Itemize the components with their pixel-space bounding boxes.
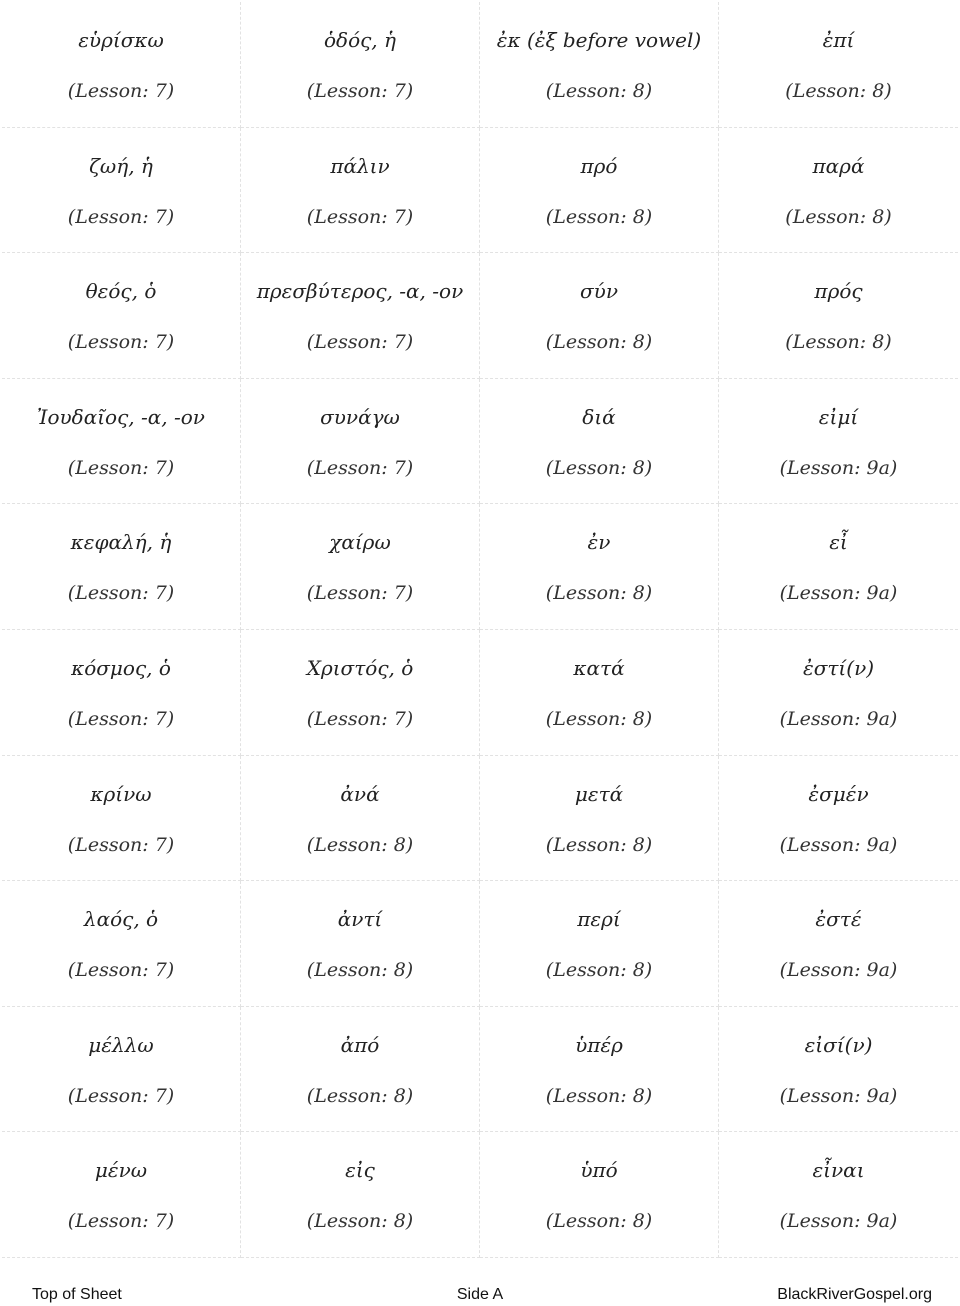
flashcard-lesson: (Lesson: 8)	[545, 80, 653, 102]
flashcard-word: λαός, ὁ	[83, 907, 159, 932]
flashcard-word: πρεσβύτερος, -α, -ον	[256, 279, 464, 304]
flashcard-word: ὑπό	[580, 1158, 618, 1183]
flashcard	[2, 756, 241, 882]
flashcard	[241, 379, 480, 505]
flashcard-lesson: (Lesson: 9a)	[779, 582, 898, 605]
flashcard	[719, 1132, 958, 1258]
flashcard-lesson: (Lesson: 9a)	[779, 707, 898, 730]
flashcard-word: ἐπί	[822, 28, 855, 52]
flashcard	[480, 881, 719, 1007]
flashcard-word: εἰς	[345, 1158, 375, 1183]
flashcard-word: εἶ	[829, 530, 848, 555]
flashcard-word: κόσμος, ὁ	[71, 655, 171, 680]
flashcard-lesson: (Lesson: 9a)	[779, 1084, 898, 1107]
flashcard-word: παρά	[812, 153, 865, 178]
flashcard	[719, 128, 958, 254]
flashcard	[719, 881, 958, 1007]
flashcard	[2, 630, 241, 756]
flashcard	[2, 881, 241, 1007]
flashcard	[719, 504, 958, 630]
flashcard	[480, 504, 719, 630]
flashcard-word: πρό	[580, 153, 618, 178]
flashcard-lesson: (Lesson: 8)	[785, 331, 892, 354]
flashcard	[241, 1132, 480, 1258]
flashcard-word: χαίρω	[329, 530, 391, 555]
flashcard	[719, 253, 958, 379]
flashcard	[241, 630, 480, 756]
flashcard-word: ἐστί(ν)	[802, 655, 875, 680]
flashcard-word: ζωή, ἡ	[89, 153, 153, 178]
sheet-footer	[0, 1284, 960, 1306]
flashcard	[480, 379, 719, 505]
flashcard	[2, 128, 241, 254]
flashcard-lesson: (Lesson: 8)	[545, 833, 653, 856]
flashcard	[719, 379, 958, 505]
flashcard-lesson: (Lesson: 7)	[306, 707, 414, 730]
flashcard-word: ἀνά	[340, 781, 380, 806]
flashcard	[2, 2, 241, 128]
flashcard	[241, 504, 480, 630]
flashcard-lesson: (Lesson: 7)	[67, 205, 175, 228]
flashcard-word: εἶναι	[812, 1158, 865, 1183]
flashcard	[480, 253, 719, 379]
flashcard-word: Ἰουδαῖος, -α, -ον	[37, 404, 205, 429]
flashcard-lesson: (Lesson: 7)	[67, 331, 175, 354]
flashcard-lesson: (Lesson: 7)	[67, 959, 175, 982]
flashcard-word: διά	[582, 404, 616, 429]
flashcard-lesson: (Lesson: 8)	[545, 331, 653, 354]
flashcard	[241, 881, 480, 1007]
flashcard-lesson: (Lesson: 7)	[306, 80, 414, 102]
flashcard-sheet	[2, 2, 958, 1258]
flashcard-word: ὁδός, ἡ	[323, 28, 397, 52]
flashcard-word: ἐσμέν	[808, 781, 869, 806]
flashcard	[480, 1007, 719, 1133]
flashcard-word: εἰσί(ν)	[804, 1032, 873, 1057]
flashcard-lesson: (Lesson: 8)	[545, 959, 653, 982]
flashcard-lesson: (Lesson: 7)	[67, 1084, 175, 1107]
flashcard	[480, 630, 719, 756]
footer-side-label: Side A	[456, 1286, 504, 1303]
flashcard-lesson: (Lesson: 8)	[306, 959, 414, 982]
flashcard-lesson: (Lesson: 8)	[306, 1084, 414, 1107]
flashcard	[2, 253, 241, 379]
flashcard-word: συνάγω	[320, 404, 400, 429]
flashcard-word: Χριστός, ὁ	[306, 655, 414, 680]
flashcard-lesson: (Lesson: 7)	[67, 582, 175, 605]
flashcard-lesson: (Lesson: 7)	[306, 205, 414, 228]
flashcard-lesson: (Lesson: 7)	[67, 1210, 175, 1233]
flashcard-word: ἀντί	[337, 907, 383, 932]
flashcard-word: μένω	[94, 1158, 148, 1183]
flashcard-word: κρίνω	[90, 781, 152, 806]
flashcard-lesson: (Lesson: 9a)	[779, 456, 898, 479]
footer-top-of-sheet: Top of Sheet	[32, 1286, 122, 1303]
flashcard-lesson: (Lesson: 8)	[545, 1210, 653, 1233]
flashcard-lesson: (Lesson: 7)	[67, 833, 175, 856]
flashcard-lesson: (Lesson: 7)	[306, 582, 414, 605]
flashcard-lesson: (Lesson: 8)	[306, 833, 414, 856]
flashcard-word: εὑρίσκω	[78, 28, 164, 52]
flashcard-word: ἀπό	[340, 1032, 380, 1057]
flashcard-word: κεφαλή, ἡ	[70, 530, 172, 555]
flashcard-lesson: (Lesson: 8)	[545, 707, 653, 730]
flashcard-lesson: (Lesson: 9a)	[779, 833, 898, 856]
flashcard-word: ὑπέρ	[575, 1032, 623, 1057]
flashcard	[719, 630, 958, 756]
flashcard	[241, 756, 480, 882]
flashcard	[719, 756, 958, 882]
flashcard-lesson: (Lesson: 9a)	[779, 1210, 898, 1233]
flashcard	[719, 1007, 958, 1133]
flashcard	[480, 756, 719, 882]
flashcard-lesson: (Lesson: 9a)	[779, 959, 898, 982]
flashcard	[2, 1132, 241, 1258]
flashcard-word: κατά	[573, 655, 625, 680]
flashcard	[719, 2, 958, 128]
flashcard-word: περί	[577, 907, 621, 932]
flashcard	[480, 2, 719, 128]
flashcard	[480, 128, 719, 254]
flashcard-word: ἐν	[587, 530, 611, 555]
flashcard	[2, 379, 241, 505]
flashcard-lesson: (Lesson: 7)	[67, 456, 175, 479]
flashcard-lesson: (Lesson: 8)	[545, 456, 653, 479]
flashcard	[241, 128, 480, 254]
flashcard-word: πρός	[814, 279, 863, 304]
flashcard-word: ἐστέ	[815, 907, 862, 932]
flashcard-word: θεός, ὁ	[85, 279, 157, 304]
flashcard-lesson: (Lesson: 8)	[545, 1084, 653, 1107]
flashcard	[241, 2, 480, 128]
flashcard-word: ἐκ (ἐξ before vowel)	[496, 28, 702, 52]
flashcard	[2, 504, 241, 630]
flashcard	[241, 1007, 480, 1133]
flashcard-lesson: (Lesson: 7)	[67, 80, 175, 102]
flashcard-lesson: (Lesson: 7)	[67, 707, 175, 730]
flashcard-lesson: (Lesson: 8)	[545, 205, 653, 228]
flashcard-lesson: (Lesson: 8)	[545, 582, 653, 605]
flashcard	[480, 1132, 719, 1258]
flashcard-lesson: (Lesson: 8)	[306, 1210, 414, 1233]
flashcard-word: σύν	[580, 279, 618, 304]
flashcard-word: εἰμί	[818, 404, 859, 429]
flashcard-lesson: (Lesson: 8)	[785, 80, 892, 102]
flashcard-lesson: (Lesson: 7)	[306, 456, 414, 479]
flashcard-word: μετά	[574, 781, 624, 806]
flashcard	[2, 1007, 241, 1133]
flashcard-word: μέλλω	[88, 1032, 154, 1057]
flashcard-lesson: (Lesson: 7)	[306, 331, 414, 354]
flashcard-lesson: (Lesson: 8)	[785, 205, 892, 228]
flashcard	[241, 253, 480, 379]
flashcard-word: πάλιν	[330, 153, 390, 178]
footer-site-name: BlackRiverGospel.org	[777, 1286, 932, 1303]
